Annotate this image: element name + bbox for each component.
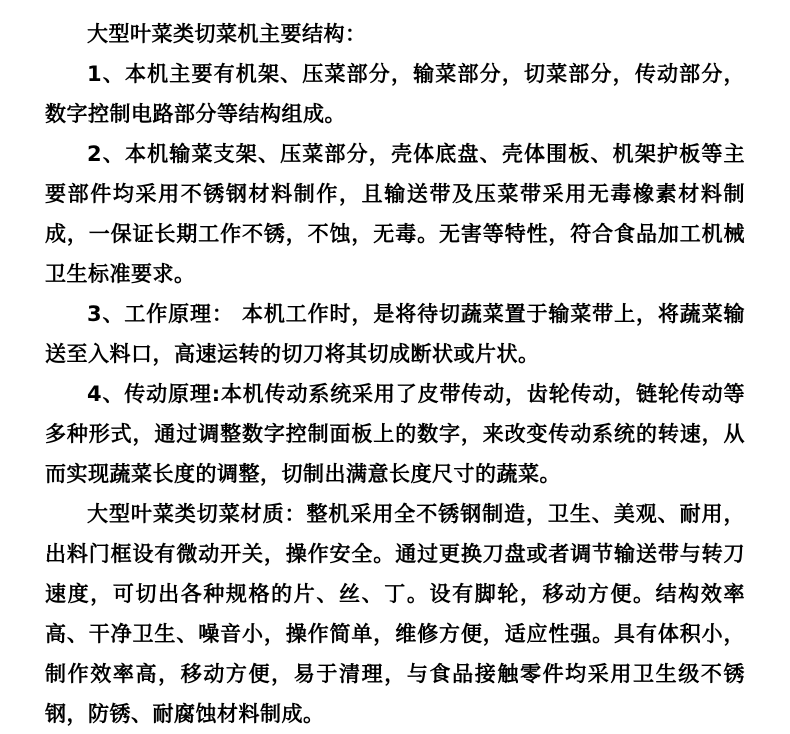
paragraph-materials: 2、本机输菜支架、压菜部分，壳体底盘、壳体围板、机架护板等主要部件均采用不锈钢材料制作，且输送带及压菜带采用无毒橡素材料制成，一保证长期工作不锈，不蚀，无毒。无害等特性，符合食品加工机械卫生标准要求。 xyxy=(45,142,745,286)
paragraph-transmission-principle: 4、传动原理:本机传动系统采用了皮带传动，齿轮传动，链轮传动等多种形式，通过调整数字控制面板上的数字，来改变传动系统的转速，从而实现蔬菜长度的调整，切制出满意长度尺寸的蔬菜。 xyxy=(45,382,745,486)
document-title: 大型叶菜类切菜机主要结构： xyxy=(87,22,367,46)
paragraph-material-quality: 大型叶菜类切菜材质：整机采用全不锈钢制造，卫生、美观、耐用，出料门框设有微动开关，操作安全。通过更换刀盘或者调节输送带与转刀速度，可切出各种规格的片、丝、丁。设有脚轮，移动方便。结构效率高、干净卫生、噪音小，操作简单，维修方便，适应性强。具有体积小，制作效率高，移动方便，易于清理，与食品接触零件均采用卫生级不锈钢，防锈、耐腐蚀材料制成。 xyxy=(45,502,745,726)
paragraph-working-principle: 3、工作原理： 本机工作时，是将待切蔬菜置于输菜带上，将蔬菜输送至入料口，高速运转的切刀将其切成断状或片状。 xyxy=(45,302,745,366)
paragraph-structure: 1、本机主要有机架、压菜部分，输菜部分，切菜部分，传动部分，数字控制电路部分等结构组成。 xyxy=(45,62,745,126)
